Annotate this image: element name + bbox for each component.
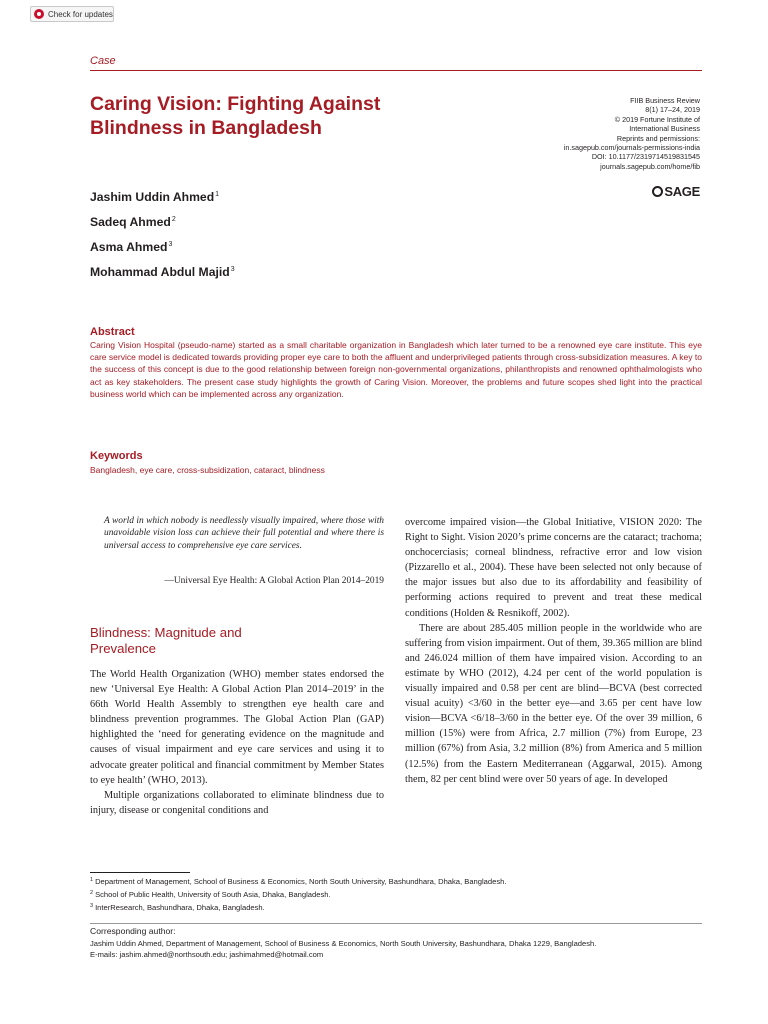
journal-name: FIIB Business Review [630,96,700,105]
left-column-body [90,667,384,818]
paragraph: There are about 285.405 million people in the worldwide who are suffering from vision impairment. Out of them, 39.365 million are blind and 246.024 million of them have impaired vision. According to an estimate by WHO (2012), 4.24 per cent of the world population is visually impaired and 0.58 per cent are blind—BCVA (best corrected visual acuity) <3/60 in the better eye—and 3.65 per cent have low vision—BCVA <6/18–3/60 in the better eye. Of the over 39 million, 6 million (15%) were from Africa, 2.7 million (7%) from Europe, 23 million (67%) from Asia, 3.2 million (8%) from America and 5 million (12.5%) from the Eastern Mediterranean (Aggarwal, 2015). Among them, 82 per cent blind were over 50 years of age. In developed [405,622,702,785]
permissions-link[interactable]: in.sagepub.com/journals-permissions-india [563,143,700,153]
article-title [90,92,470,140]
publisher-logo [652,184,700,199]
paragraph: overcome impaired vision—the Global Initiative, VISION 2020: The Right to Sight. Vision 2020’s prime concerns are the cataract; trachoma; onchocerciasis; corneal blindness, refractive error and low vision (Pizzarello et al., 2004). These have been selected not only because of the major issues but also due to its affordability and feasibility of performing actions required to prevent and treat these medical conditions (Holden & Resnikoff, 2002). [405,517,702,619]
copyright-holder: International Business [629,124,700,134]
journal-issue: 8(1) 17–24, 2019 [645,105,700,115]
badge-label: Check for updates [48,9,113,19]
update-icon [34,9,44,19]
right-column-body [405,515,702,787]
article-type-label: Case [90,55,116,67]
keywords-heading: Keywords [90,450,143,462]
footnote: $^2$ School of Public Health, University of South Asia, Dhaka, Bangladesh. [90,890,331,899]
section-heading: Blindness: Magnitude and Prevalence [90,625,242,656]
sage-logo-icon [652,186,663,197]
corresponding-author [90,926,596,961]
journal-homepage-link[interactable]: journals.sagepub.com/home/fib [600,161,700,171]
corresponding-divider [90,923,702,924]
corresponding-heading: Corresponding author: [90,926,176,936]
copyright-line: © 2019 Fortune Institute of [614,114,700,124]
epigraph-source: —Universal Eye Health: A Global Action Plan 2014–2019 [164,576,384,586]
header-divider [90,70,702,71]
footnote: $^1$ Department of Management, School of Business & Economics, North South University, Bashundhara, Dhaka, Bangladesh. [90,877,507,886]
footnote: $^3$ InterResearch, Bashundhara, Dhaka, Bangladesh. [90,903,265,912]
abstract-text: Caring Vision Hospital (pseudo-name) started as a small charitable organization in Bangladesh which later turned to be a renowned eye care institute. This eye care service model is dedicated towards providing proper eye care to both the affluent and underprivileged patients through cross-subsidization measures. A key to the success of this concept is due to the good relationship between foreign non-governmental organizations, philanthropists and renowned ophthalmologists who act as key stakeholders. The present case study highlights the growth of Caring Vision. Moreover, the problems and future scopes shed light into the practical business world which can be implemented across any organization. [90,340,702,399]
corresponding-address: Jashim Uddin Ahmed, Department of Management, School of Business & Economics, North South University, Bashundhara, Dhaka 1229, Bangladesh. [90,938,597,948]
reprints-label: Reprints and permissions: [616,133,700,143]
doi[interactable]: DOI: 10.1177/2319714519831545 [591,152,700,162]
author-item: Sadeq Ahmed$^2$ [90,215,176,229]
paragraph: The World Health Organization (WHO) member states endorsed the new ‘Universal Eye Health: A Global Action Plan 2014–2019’ in the 66th World Health Assembly to strengthen eye health care and blindness prevention programmes. The Global Action Plan (GAP) highlighted the ‘need for generating evidence on the magnitude and causes of visual impairment and eye care services and using it to advocate greater political and financial commitment by Member States to eye health’ (WHO, 2013). [90,669,384,786]
title-line-2: Blindness in Bangladesh [90,117,322,139]
corresponding-emails[interactable]: E-mails: jashim.ahmed@northsouth.edu; jashimahmed@hotmail.com [90,950,324,959]
check-for-updates-badge[interactable] [30,6,114,22]
author-item: Asma Ahmed$^3$ [90,240,173,254]
abstract-heading: Abstract [90,326,135,338]
publisher-name: SAGE [664,184,700,199]
epigraph-quote: A world in which nobody is needlessly visually impaired, where those with unavoidable vision loss can achieve their full potential and where there is universal access to comprehensive eye care services. [104,516,384,551]
paragraph: Multiple organizations collaborated to eliminate blindness due to injury, disease or congenital conditions and [90,789,384,816]
title-line-1: Caring Vision: Fighting Against [90,93,381,115]
footnote-divider [90,872,190,873]
author-item: Mohammad Abdul Majid$^3$ [90,265,235,279]
keywords-text: Bangladesh, eye care, cross-subsidization, cataract, blindness [90,465,325,475]
journal-meta [520,96,700,171]
author-item: Jashim Uddin Ahmed$^1$ [90,190,220,204]
author-list [90,187,235,287]
